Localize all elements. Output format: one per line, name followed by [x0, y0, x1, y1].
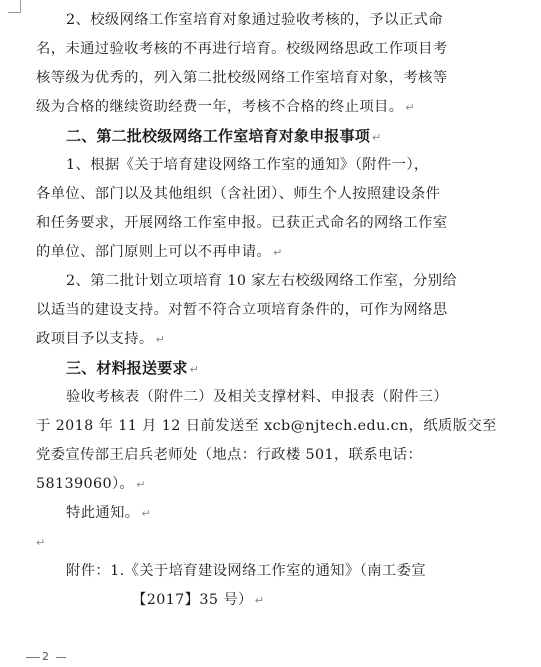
footer-dash-left — [26, 657, 40, 658]
crop-mark-vertical — [20, 0, 21, 12]
paragraph-mark-icon: ↵ — [405, 101, 416, 114]
line-text: 于 2018 年 11 月 12 日前发送至 xcb@njtech.edu.cn，纸质版交至 — [36, 418, 497, 434]
text-line — [36, 267, 506, 296]
text-line — [36, 470, 506, 499]
text-line — [36, 441, 506, 470]
line-text: 的单位、部门原则上可以不再申请。 — [36, 244, 272, 260]
text-line — [36, 238, 506, 267]
line-text: 核等级为优秀的，列入第二批校级网络工作室培育对象，考核等 — [36, 70, 448, 86]
section-heading — [36, 122, 506, 151]
line-text: 以适当的建设支持。对暂不符合立项培育条件的，可作为网络思 — [36, 302, 448, 318]
text-line — [36, 180, 506, 209]
page-number: 2 — [42, 650, 49, 663]
text-line — [36, 325, 506, 354]
line-text: 2、校级网络工作室培育对象通过验收考核的，予以正式命 — [66, 12, 443, 28]
text-line — [36, 6, 506, 35]
text-line — [36, 64, 506, 93]
line-text: 58139060）。 — [36, 476, 135, 492]
line-text: 三、材料报送要求 — [66, 359, 188, 377]
document-body — [36, 6, 506, 615]
line-text: 2、第二批计划立项培育 10 家左右校级网络工作室，分别给 — [66, 273, 458, 289]
attachment-line-continued — [36, 586, 506, 615]
line-text: 政项目予以支持。 — [36, 331, 154, 347]
line-text: 验收考核表（附件二）及相关支撑材料、申报表（附件三） — [66, 389, 449, 405]
line-text: 附件：1.《关于培育建设网络工作室的通知》（南工委宣 — [66, 563, 427, 579]
page-footer — [26, 650, 226, 664]
line-text: 1、根据《关于培育建设网络工作室的通知》（附件一）， — [66, 157, 429, 173]
paragraph-mark-icon: ↵ — [273, 246, 283, 259]
section-heading — [36, 354, 506, 383]
text-line — [36, 383, 506, 412]
attachment-line — [36, 557, 506, 586]
text-line — [36, 35, 506, 64]
paragraph-mark-icon: ↵ — [254, 594, 265, 607]
line-text: 级为合格的继续资助经费一年，考核不合格的终止项目。 — [36, 99, 404, 115]
paragraph-mark-icon: ↵ — [136, 478, 146, 491]
crop-mark-horizontal — [8, 12, 21, 13]
text-line — [36, 151, 506, 180]
line-text: 党委宣传部王启兵老师处（地点：行政楼 501，联系电话： — [36, 447, 423, 463]
paragraph-mark-icon: ↵ — [372, 131, 382, 144]
text-line — [36, 296, 506, 325]
line-text: 【2017】35 号） — [132, 592, 253, 608]
text-line — [36, 93, 506, 122]
paragraph-mark-icon: ↵ — [189, 363, 200, 376]
line-text: 和任务要求，开展网络工作室申报。已获正式命名的网络工作室 — [36, 215, 448, 231]
line-text: 二、第二批校级网络工作室培育对象申报事项 — [66, 127, 371, 145]
text-line — [36, 412, 506, 441]
line-text: 各单位、部门以及其他组织（含社团）、师生个人按照建设条件 — [36, 186, 441, 202]
footer-dash-right — [56, 657, 66, 658]
blank-line — [36, 528, 506, 557]
text-line — [36, 499, 506, 528]
paragraph-mark-icon: ↵ — [36, 536, 46, 549]
line-text: 名，未通过验收考核的不再进行培育。校级网络思政工作项目考 — [36, 41, 448, 57]
text-line — [36, 209, 506, 238]
line-text: 特此通知。 — [66, 505, 140, 521]
paragraph-mark-icon: ↵ — [155, 333, 166, 346]
paragraph-mark-icon: ↵ — [141, 507, 152, 520]
